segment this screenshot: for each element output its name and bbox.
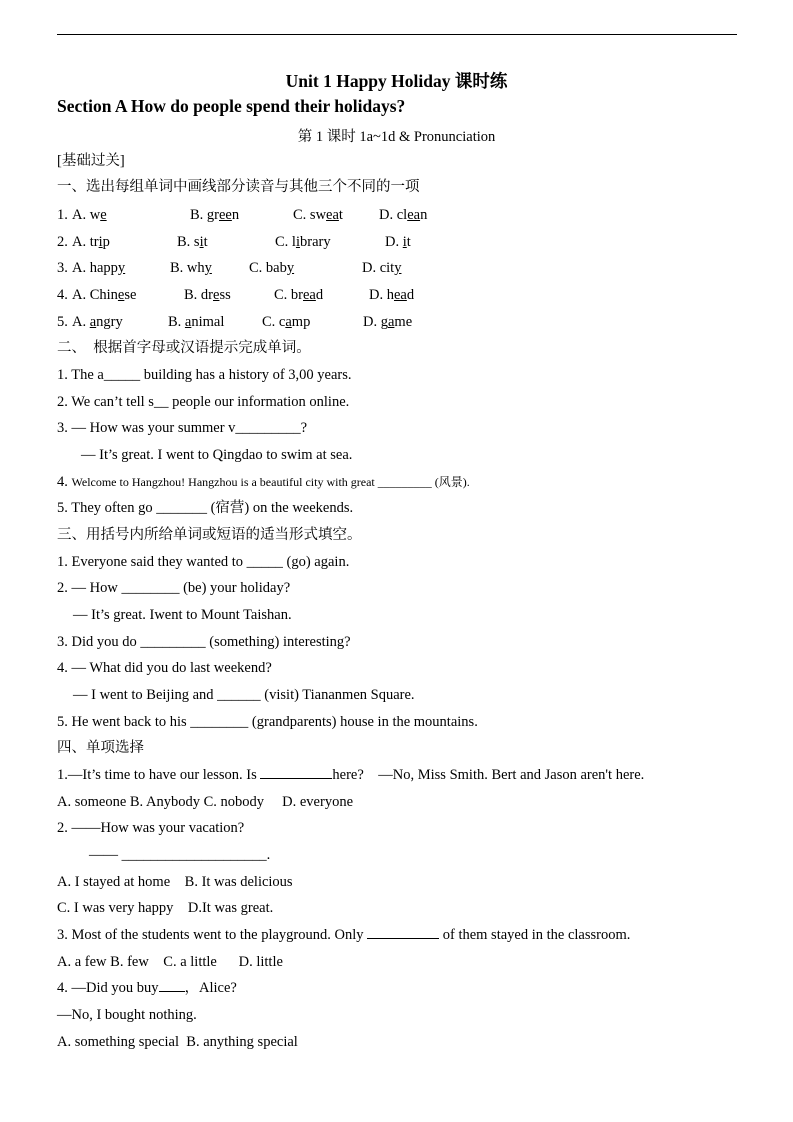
- part3-q5: 5. He went back to his ________ (grandparents) house in the mountains.: [57, 714, 478, 730]
- underlined-part: ea: [407, 207, 421, 223]
- underlined-part: e: [213, 287, 220, 303]
- option: A. happy: [72, 260, 126, 276]
- underlined-part: y: [117, 260, 126, 276]
- part2-q3b: — It’s great. I went to Qingdao to swim at sea.: [81, 447, 353, 463]
- option: C. library: [275, 234, 331, 250]
- option: B. dress: [184, 287, 231, 303]
- option: B. why: [170, 260, 212, 276]
- part4-q1: 1.—It’s time to have our lesson. Is here? —No, Miss Smith. Bert and Jason aren't here.: [57, 767, 645, 783]
- option: D. head: [369, 287, 415, 303]
- underlined-part: ea: [393, 287, 407, 303]
- question-number: 5.: [57, 314, 68, 330]
- part4-q4b: —No, I bought nothing.: [57, 1007, 197, 1023]
- part2-q3a: 3. — How was your summer v_________?: [57, 420, 308, 436]
- part4-q4-options: A. something special B. anything special: [57, 1034, 298, 1050]
- option: D. clean: [379, 207, 428, 223]
- part3-q4a: 4. — What did you do last weekend?: [57, 660, 272, 676]
- part3-q2b: — It’s great. Iwent to Mount Taishan.: [73, 607, 292, 623]
- option: D. city: [362, 260, 402, 276]
- answer-blank: [367, 926, 439, 939]
- part4-heading: 四、单项选择: [57, 740, 144, 756]
- option: A. we: [72, 207, 107, 223]
- part2-q1: 1. The a_____ building has a history of 3,00 years.: [57, 367, 352, 383]
- part4-q1-options: A. someone B. Anybody C. nobody D. everyone: [57, 794, 354, 810]
- header-rule: [57, 34, 737, 35]
- part3-q3: 3. Did you do _________ (something) interesting?: [57, 634, 351, 650]
- underlined-part: a: [184, 314, 192, 330]
- section-title: Section A How do people spend their holidays?: [57, 96, 406, 116]
- part4-q2-options-1: A. I stayed at home B. It was delicious: [57, 874, 293, 890]
- underlined-part: ee: [219, 207, 232, 223]
- option: B. animal: [168, 314, 225, 330]
- underlined-part: a: [387, 314, 395, 330]
- underlined-part: a: [285, 314, 292, 330]
- underlined-part: i: [402, 234, 407, 250]
- part2-q2: 2. We can’t tell s__ people our information online.: [57, 394, 350, 410]
- option: C. camp: [262, 314, 311, 330]
- underlined-part: ea: [326, 207, 339, 223]
- option: D. it: [385, 234, 411, 250]
- underlined-part: e: [100, 207, 107, 223]
- part4-q4a: 4. —Did you buy ，Alice?: [57, 980, 237, 996]
- question-number: 2.: [57, 234, 68, 250]
- part2-q5: 5. They often go _______ (宿营) on the weekends.: [57, 500, 354, 516]
- underlined-part: ea: [303, 287, 316, 303]
- underlined-part: i: [295, 234, 300, 250]
- question-number: 3.: [57, 260, 68, 276]
- answer-blank: [159, 979, 185, 992]
- underlined-part: y: [286, 260, 295, 276]
- underlined-part: a: [89, 314, 97, 330]
- lesson-subtitle: 第 1 课时 1a~1d & Pronunciation: [297, 129, 496, 145]
- underlined-part: i: [199, 234, 204, 250]
- underlined-part: y: [394, 260, 402, 276]
- option: C. baby: [249, 260, 295, 276]
- part3-q2a: 2. — How ________ (be) your holiday?: [57, 580, 291, 596]
- option: B. sit: [177, 234, 208, 250]
- question-number: 1.: [57, 207, 68, 223]
- question-number: 4.: [57, 287, 68, 303]
- option: A. angry: [72, 314, 123, 330]
- part4-q3: 3. Most of the students went to the playground. Only of them stayed in the classroom.: [57, 927, 631, 943]
- option: A. Chinese: [72, 287, 137, 303]
- part2-heading: 二、 根据首字母或汉语提示完成单词。: [57, 340, 311, 356]
- underlined-part: i: [98, 234, 103, 250]
- answer-blank: [260, 766, 332, 779]
- page-title: Unit 1 Happy Holiday 课时练: [285, 71, 508, 91]
- part4-q2b: —— ____________________.: [89, 847, 271, 863]
- part3-q4b: — I went to Beijing and ______ (visit) Tiananmen Square.: [73, 687, 415, 703]
- option: C. sweat: [293, 207, 343, 223]
- underlined-part: e: [117, 287, 125, 303]
- part4-q3-options: A. a few B. few C. a little D. little: [57, 954, 283, 970]
- part3-heading: 三、用括号内所给单词或短语的适当形式填空。: [57, 527, 362, 543]
- part2-q4: 4. Welcome to Hangzhou! Hangzhou is a beautiful city with great _________ (风景).: [57, 474, 470, 490]
- part4-q2-options-2: C. I was very happy D.It was great.: [57, 900, 274, 916]
- option: A. trip: [72, 234, 110, 250]
- option: C. bread: [274, 287, 324, 303]
- part4-q2a: 2. ——How was your vacation?: [57, 820, 245, 836]
- underlined-part: y: [204, 260, 212, 276]
- option: B. green: [190, 207, 240, 223]
- part1-heading: 一、选出每组单词中画线部分读音与其他三个不同的一项: [57, 179, 420, 195]
- option: D. game: [363, 314, 413, 330]
- part3-q1: 1. Everyone said they wanted to _____ (go) again.: [57, 554, 350, 570]
- basic-tag: [基础过关]: [57, 153, 125, 169]
